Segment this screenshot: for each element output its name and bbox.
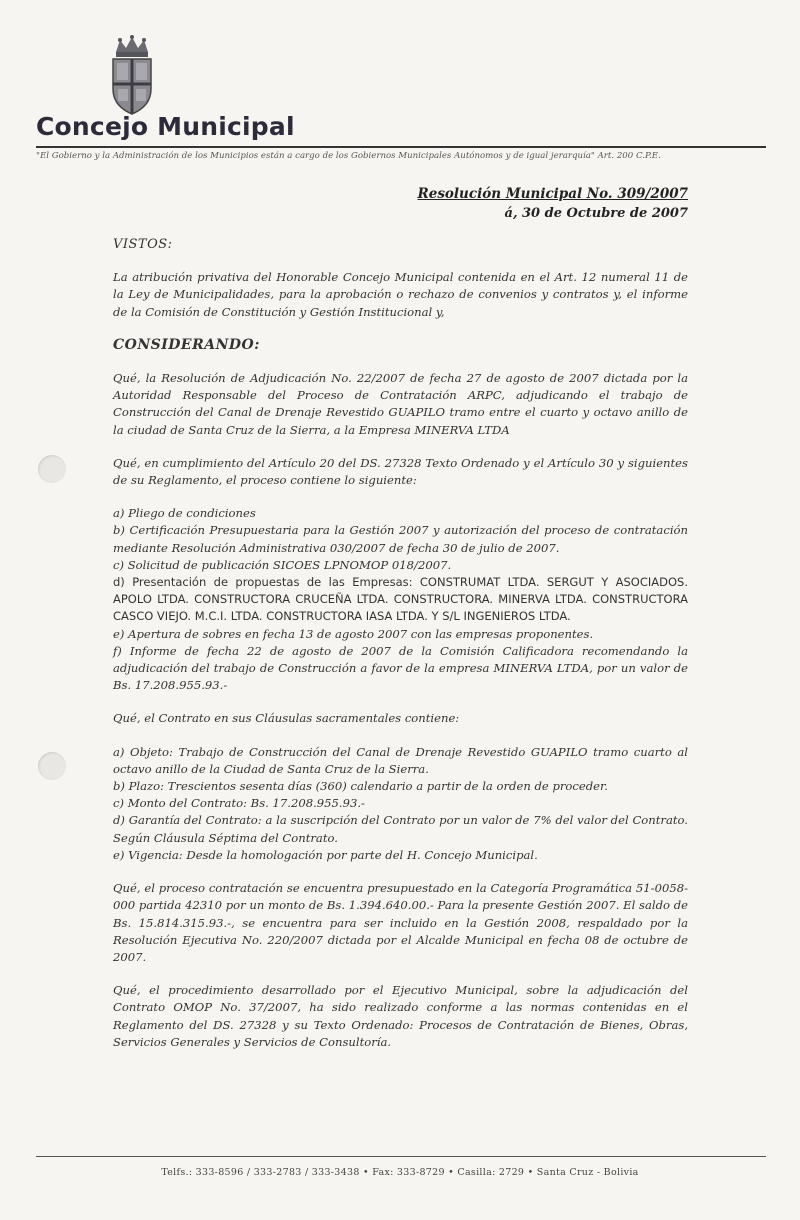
punch-hole [38,455,66,483]
document-body [113,236,688,1067]
list-item: c) Solicitud de publicación SICOES LPNOMOP 018/2007. [113,557,452,572]
list-item: b) Plazo: Trescientos sesenta días (360) calendario a partir de la orden de proceder. [113,779,608,794]
list-item: e) Vigencia: Desde la homologación por parte del H. Concejo Municipal. [113,847,538,862]
resolution-title: Resolución Municipal No. 309/2007 [417,186,688,202]
list-item: b) Certificación Presupuestaria para la Gestión 2007 y autorización del proceso de contratación mediante Resolución Administrativa 030/2007 de fecha 30 de julio de 2007. [113,523,688,555]
contract-clauses-list [113,744,688,864]
considerando-paragraph: Qué, el procedimiento desarrollado por el Ejecutivo Municipal, sobre la adjudicación del Contrato OMOP No. 37/2007, ha sido realizado conforme a las normas contenidas en el Reglamento del DS. 27328 y su Texto Ordenado: Procesos de Contratación de Bienes, Obras, Servicios Generales y Servicios de Consultoría. [113,983,688,1049]
coat-of-arms-icon [106,34,158,116]
list-item: d) Presentación de propuestas de las Empresas: CONSTRUMAT LTDA. SERGUT Y ASOCIADOS. APOLO LTDA. CONSTRUCTORA CRUCEÑA LTDA. CONSTRUCTORA. MINERVA LTDA. CONSTRUCTORA CASCO VIEJO. M.C.I. LTDA. CONSTRUCTORA IASA LTDA. Y S/L INGENIEROS LTDA. [113,575,688,624]
list-item: c) Monto del Contrato: Bs. 17.208.955.93.- [113,796,365,811]
considerando-paragraph: Qué, el proceso contratación se encuentra presupuestado en la Categoría Programática 51-0058-000 partida 42310 por un monto de Bs. 1.394.640.00.- Para la presente Gestión 2007. El saldo de Bs. 15.814.315.93.-, se encuentra para ser incluido en la Gestión 2008, respaldado por la Resolución Ejecutiva No. 220/2007 dictada por el Alcalde Municipal en fecha 08 de octubre de 2007. [113,881,688,964]
considerando-heading: CONSIDERANDO: [113,336,260,353]
footer-contact: Telfs.: 333-8596 / 333-2783 / 333-3438 • Fax: 333-8729 • Casilla: 2729 • Santa Cruz - Bolivia [161,1167,639,1178]
vistos-heading: VISTOS: [113,237,173,252]
vistos-paragraph: La atribución privativa del Honorable Concejo Municipal contenida en el Art. 12 numeral 11 de la Ley de Municipalidades, para la aprobación o rechazo de convenios y contratos y, el informe de la Comisión de Constitución y Gestión Institucional y, [113,270,688,319]
header-rule [36,146,766,148]
considerando-paragraph: Qué, en cumplimiento del Artículo 20 del DS. 27328 Texto Ordenado y el Artículo 30 y siguientes de su Reglamento, el proceso contiene lo siguiente: [113,455,688,488]
list-item: a) Pliego de condiciones [113,506,256,521]
considerando-paragraph: Qué, el Contrato en sus Cláusulas sacramentales contiene: [113,711,460,726]
list-item: e) Apertura de sobres en fecha 13 de agosto 2007 con las empresas proponentes. [113,626,594,641]
process-list [113,505,688,694]
considerando-paragraph: Qué, la Resolución de Adjudicación No. 22/2007 de fecha 27 de agosto de 2007 dictada por la Autoridad Responsable del Proceso de Contratación ARPC, adjudicando el trabajo de Construcción del Canal de Drenaje Revestido GUAPILO tramo entre el cuarto y octavo anillo de la ciudad de Santa Cruz de la Sierra, a la Empresa MINERVA LTDA [113,371,688,437]
resolution-date: á, 30 de Octubre de 2007 [504,206,688,221]
organization-name: Concejo Municipal [36,112,295,141]
header-motto: "El Gobierno y la Administración de los Municipios están a cargo de los Gobiernos Municipales Autónomos y de igual jerarquía" Art. 200 C.P.E. [36,151,661,161]
list-item: d) Garantía del Contrato: a la suscripción del Contrato por un valor de 7% del valor del Contrato. Según Cláusula Séptima del Contrato. [113,813,688,845]
list-item: a) Objeto: Trabajo de Construcción del Canal de Drenaje Revestido GUAPILO tramo cuarto al octavo anillo de la Ciudad de Santa Cruz de la Sierra. [113,744,688,776]
list-item: f) Informe de fecha 22 de agosto de 2007 de la Comisión Calificadora recomendando la adjudicación del trabajo de Construcción a favor de la empresa MINERVA LTDA, por un valor de Bs. 17.208.955.93.- [113,643,688,693]
footer-rule [36,1156,766,1157]
punch-hole [38,752,66,780]
